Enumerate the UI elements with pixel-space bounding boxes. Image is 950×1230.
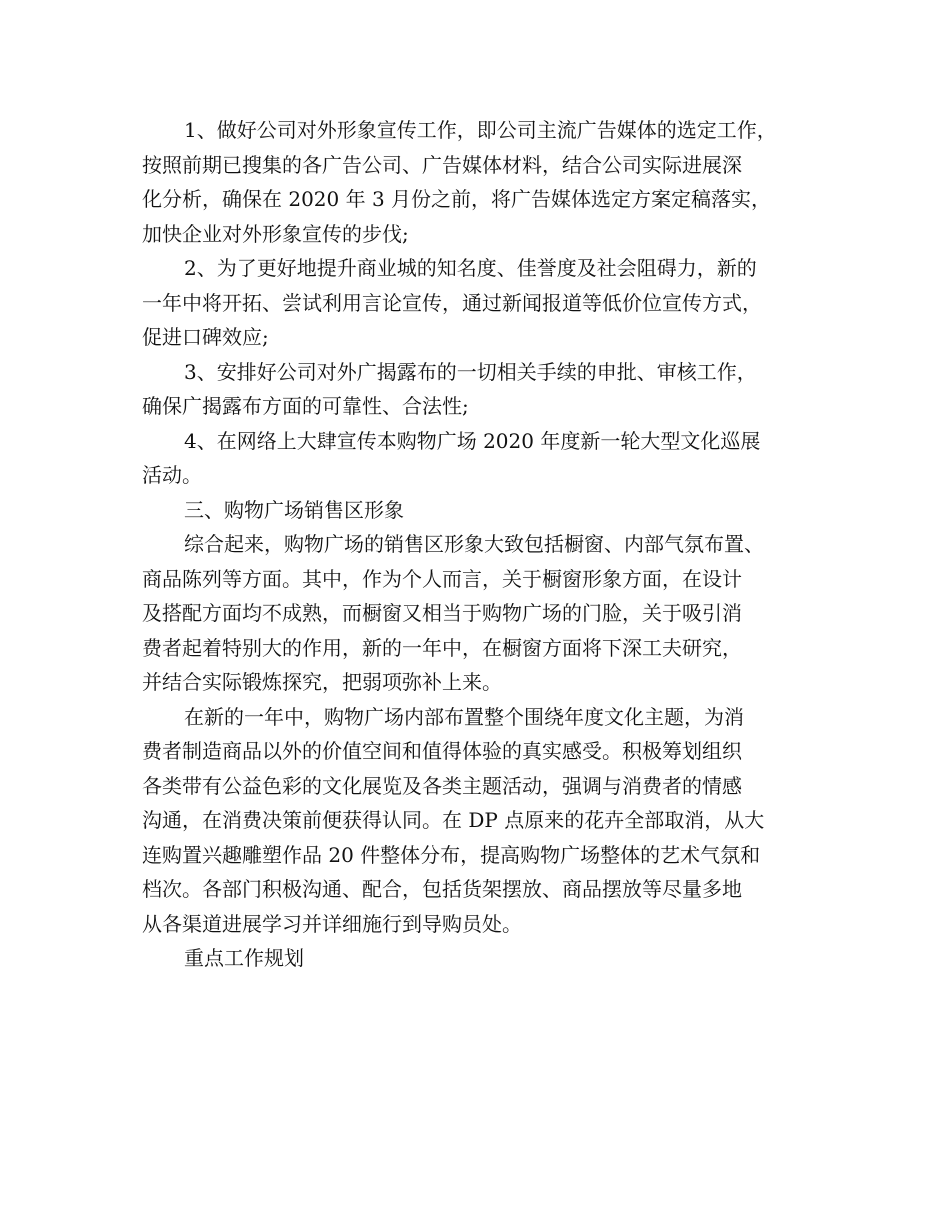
text-line: 费者起着特别大的作用，新的一年中，在橱窗方面将下深工夫研究， <box>142 635 742 660</box>
text-line: 4、在网络上大肆宣传本购物广场 2020 年度新一轮大型文化巡展 <box>184 428 761 453</box>
text-line: 从各渠道进展学习并详细施行到导购员处。 <box>142 911 522 936</box>
text-line: 并结合实际锻炼探究，把弱项弥补上来。 <box>142 670 502 694</box>
text-line: 在新的一年中，购物广场内部布置整个围绕年度文化主题，为消 <box>184 704 744 729</box>
text-line: 档次。各部门积极沟通、配合，包括货架摆放、商品摆放等尽量多地 <box>142 877 742 901</box>
document-body <box>142 113 822 976</box>
text-line: 重点工作规划 <box>184 946 304 970</box>
text-line: 费者制造商品以外的价值空间和值得体验的真实感受。积极筹划组织 <box>142 739 742 763</box>
text-line: 综合起来，购物广场的销售区形象大致包括橱窗、内部气氛布置、 <box>184 532 764 556</box>
text-line: 沟通，在消费决策前便获得认同。在 DP 点原来的花卉全部取消，从大 <box>142 808 765 832</box>
text-line: 促进口碑效应; <box>142 325 269 349</box>
text-line: 三、购物广场销售区形象 <box>184 497 404 522</box>
text-line: 2、为了更好地提升商业城的知名度、佳誉度及社会阻碍力，新的 <box>184 256 757 280</box>
text-line: 及搭配方面均不成熟，而橱窗又相当于购物广场的门脸，关于吸引消 <box>142 601 742 625</box>
text-line: 加快企业对外形象宣传的步伐; <box>142 221 409 246</box>
text-line: 按照前期已搜集的各广告公司、广告媒体材料，结合公司实际进展深 <box>142 152 742 177</box>
text-line: 1、做好公司对外形象宣传工作，即公司主流广告媒体的选定工作， <box>184 118 777 142</box>
text-line: 活动。 <box>142 463 202 487</box>
text-line: 各类带有公益色彩的文化展览及各类主题活动，强调与消费者的情感 <box>142 773 742 798</box>
text-line: 一年中将开拓、尝试利用言论宣传，通过新闻报道等低价位宣传方式， <box>142 290 762 315</box>
text-line: 3、安排好公司对外广揭露布的一切相关手续的申批、审核工作， <box>184 359 757 384</box>
text-line: 商品陈列等方面。其中，作为个人而言，关于橱窗形象方面，在设计 <box>142 566 742 591</box>
text-line: 连购置兴趣雕塑作品 20 件整体分布，提高购物广场整体的艺术气氛和 <box>142 842 761 867</box>
text-line: 化分析，确保在 2020 年 3 月份之前，将广告媒体选定方案定稿落实， <box>142 187 772 211</box>
text-line: 确保广揭露布方面的可靠性、合法性; <box>142 394 469 418</box>
